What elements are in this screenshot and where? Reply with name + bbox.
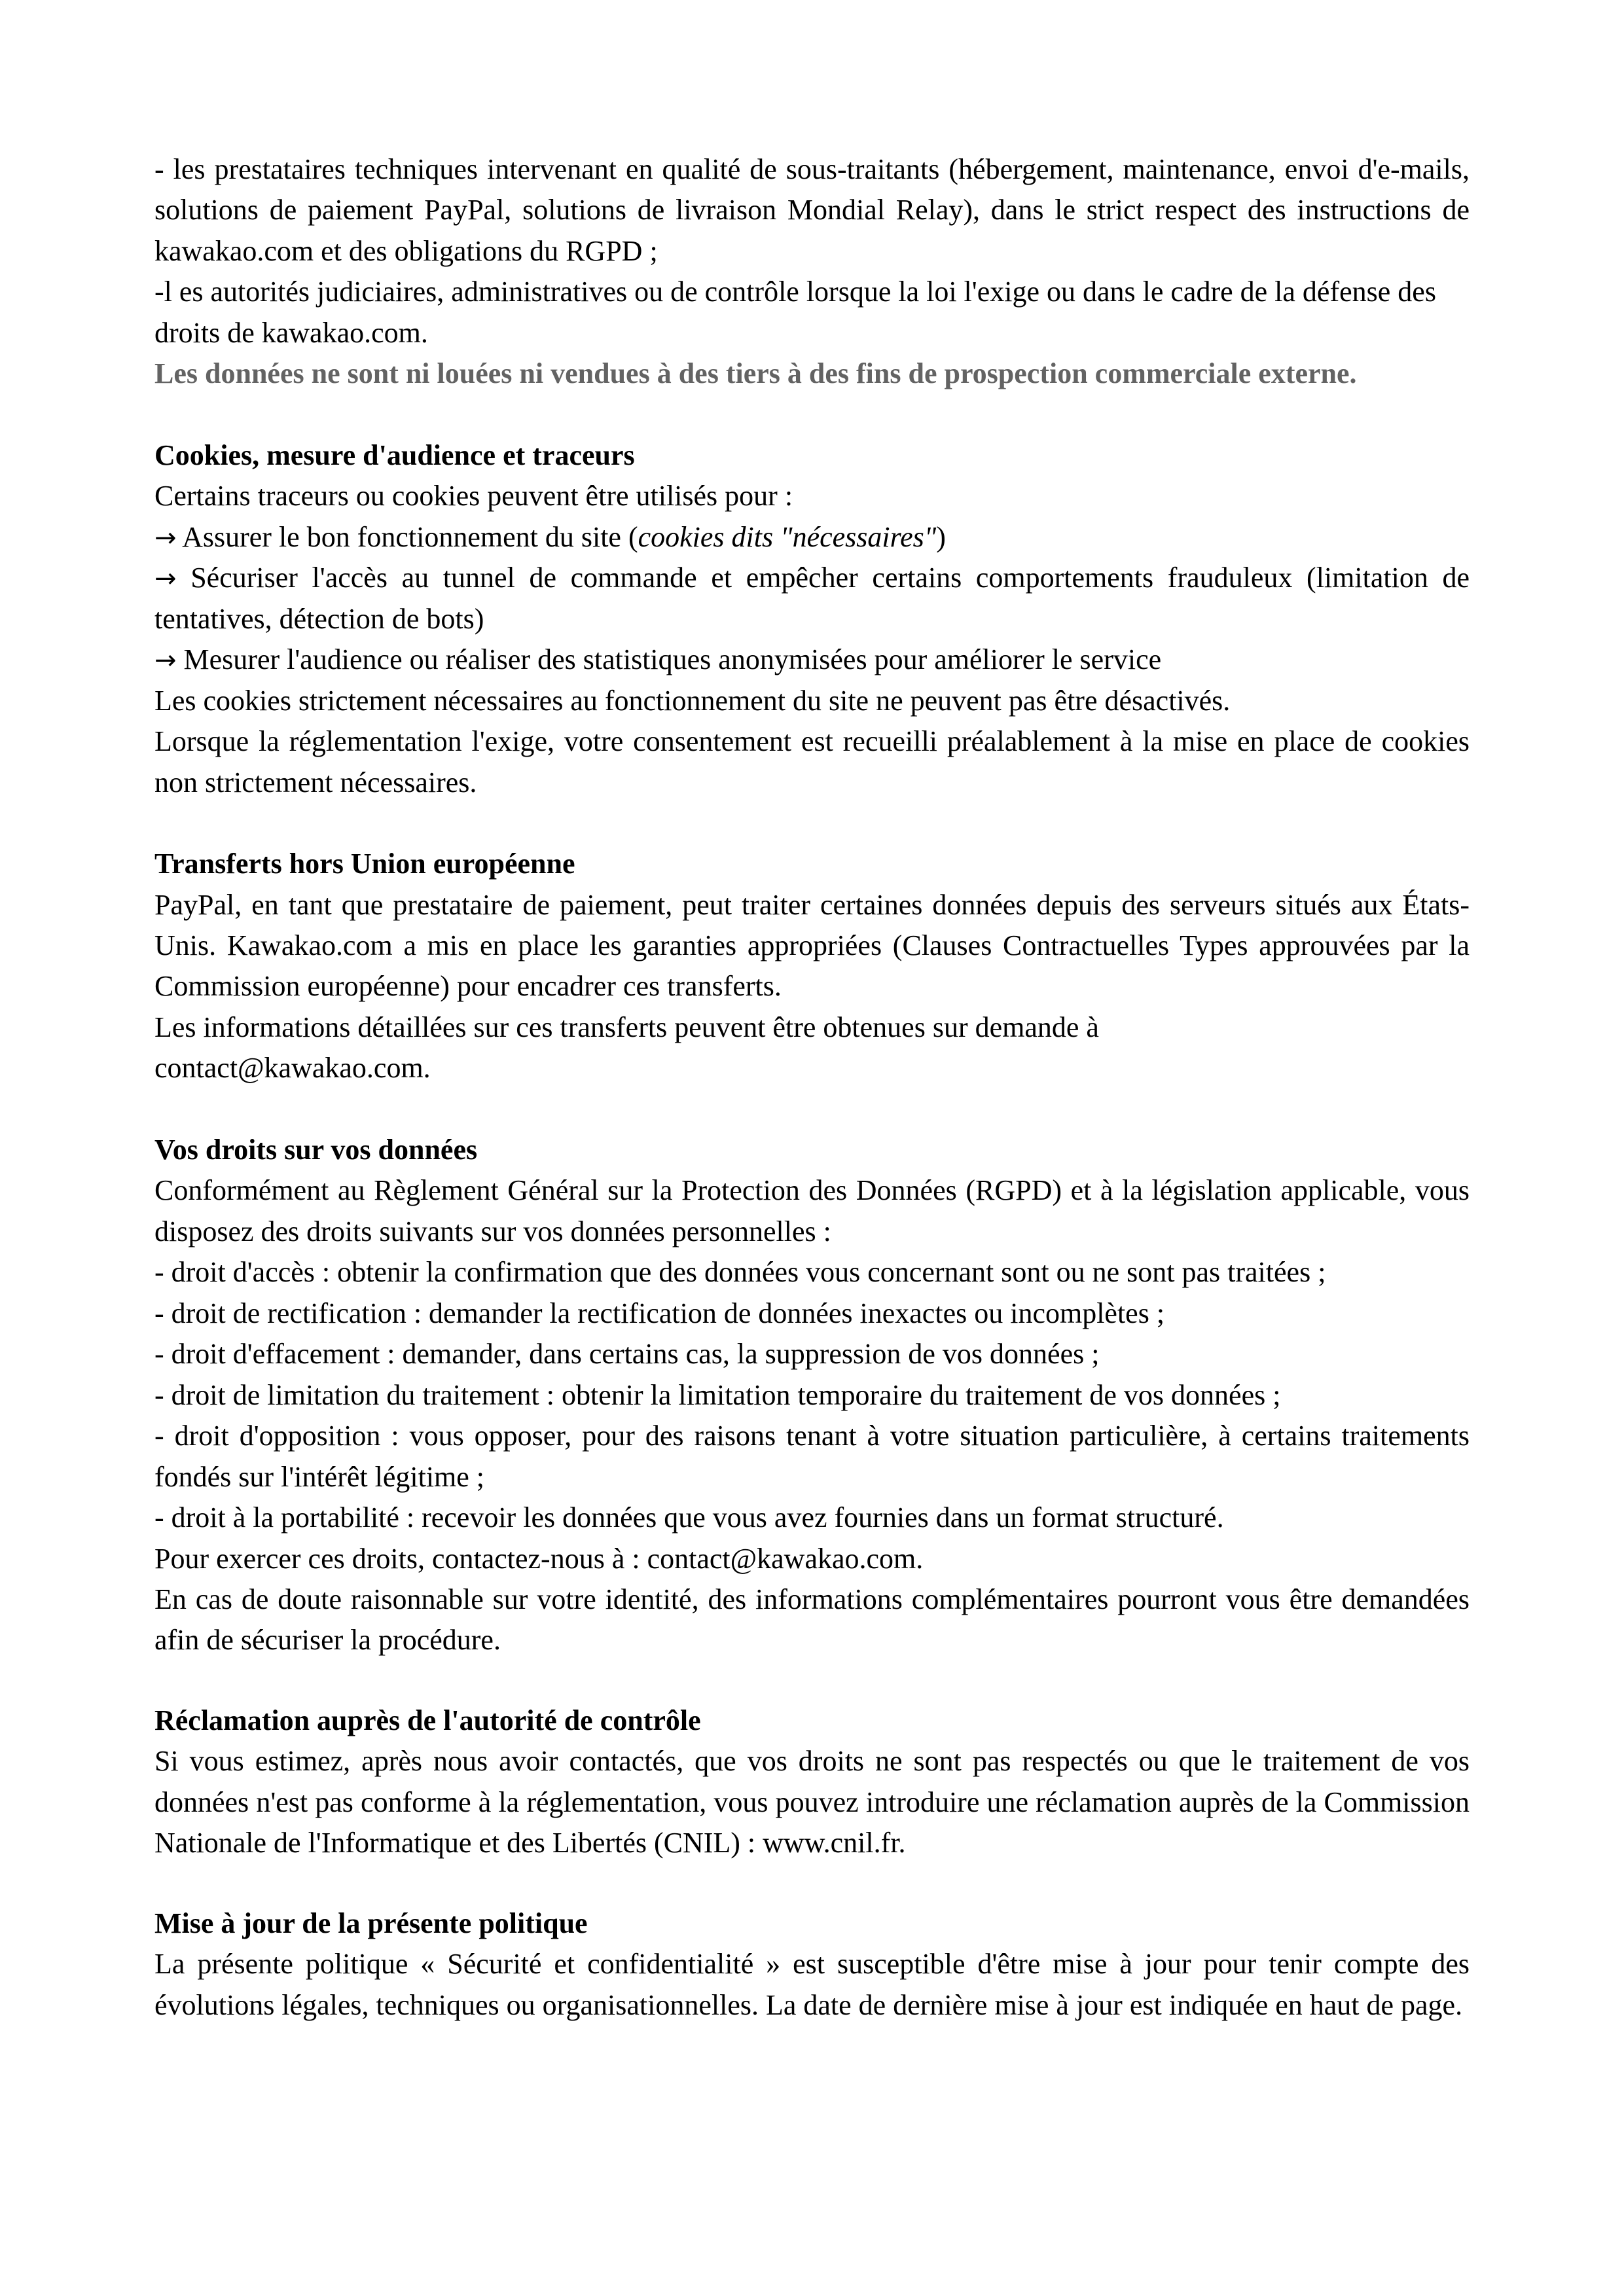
arrow-right-icon: → [154, 564, 177, 594]
rights-item-restriction: - droit de limitation du traitement : obtenir la limitation temporaire du traitement de vos données ; [154, 1378, 1281, 1411]
cookies-list-item-2 [154, 558, 1470, 639]
rights-item-objection: - droit d'opposition : vous opposer, pour des raisons tenant à votre situation particulière, à certains traitements fondés sur l'intérêt légitime ; [154, 1420, 1470, 1493]
paragraph-cookies-intro: Certains traceurs ou cookies peuvent être utilisés pour : [154, 480, 793, 512]
paragraph-cookies-consent: Lorsque la réglementation l'exige, votre consentement est recueilli préalablement à la mise en place de cookies non strictement nécessaires. [154, 725, 1470, 798]
cookies-list-item-3 [154, 639, 1470, 680]
section-spacer [154, 803, 1470, 844]
section-spacer [154, 1864, 1470, 1903]
paragraph-cookies-necessary: Les cookies strictement nécessaires au fonctionnement du site ne peuvent pas être désactivés. [154, 684, 1231, 717]
paragraph-rights-intro: Conformément au Règlement Général sur la Protection des Données (RGPD) et à la législation applicable, vous disposez des droits suivants sur vos données personnelles : [154, 1174, 1470, 1247]
rights-contact-line: Pour exercer ces droits, contactez-nous à : contact@kawakao.com. [154, 1542, 924, 1575]
rights-item-portability: - droit à la portabilité : recevoir les données que vous avez fournies dans un format structuré. [154, 1501, 1224, 1534]
cookies-item-2-text: Sécuriser l'accès au tunnel de commande et empêcher certains comportements frauduleux (limitation de tentatives, détection de bots) [154, 562, 1470, 635]
heading-rights: Vos droits sur vos données [154, 1133, 478, 1166]
rights-item-access: - droit d'accès : obtenir la confirmation que des données vous concernant sont ou ne sont pas traitées ; [154, 1256, 1326, 1289]
cookies-item-1-suffix: ) [936, 520, 946, 553]
section-spacer [154, 395, 1470, 435]
transfers-contact-email: contact@kawakao.com. [154, 1052, 431, 1085]
cookies-item-1-italic: cookies dits "nécessaires" [638, 520, 937, 553]
paragraph-transfers: PayPal, en tant que prestataire de paiement, peut traiter certaines données depuis des serveurs situés aux États-Unis. Kawakao.com a mis en place les garanties appropriées (Clauses Contractuelles Types approuvées par la Commission européenne) pour encadrer ces transferts. [154, 888, 1470, 1003]
rights-item-erasure: - droit d'effacement : demander, dans certains cas, la suppression de vos données ; [154, 1338, 1100, 1371]
heading-update: Mise à jour de la présente politique [154, 1907, 588, 1939]
heading-cookies: Cookies, mesure d'audience et traceurs [154, 439, 635, 471]
document-content [154, 149, 1470, 2026]
cookies-item-3-text: Mesurer l'audience ou réaliser des statistiques anonymisées pour améliorer le service [183, 643, 1162, 676]
arrow-right-icon: → [154, 645, 177, 676]
section-spacer [154, 1661, 1470, 1700]
arrow-right-icon: → [154, 522, 177, 553]
paragraph-complaint: Si vous estimez, après nous avoir contactés, que vos droits ne sont pas respectés ou que le traitement de vos données n'est pas conforme à la réglementation, vous pouvez introduire une réclamation auprès de la Commission Nationale de l'Informatique et des Libertés (CNIL) : www.cnil.fr. [154, 1745, 1470, 1859]
heading-complaint: Réclamation auprès de l'autorité de contrôle [154, 1704, 701, 1736]
section-spacer [154, 1089, 1470, 1130]
rights-identity-line: En cas de doute raisonnable sur votre identité, des informations complémentaires pourront vous être demandées afin de sécuriser la procédure. [154, 1583, 1470, 1657]
paragraph-update: La présente politique « Sécurité et confidentialité » est susceptible d'être mise à jour pour tenir compte des évolutions légales, techniques ou organisationnelles. La date de dernière mise à jour est indiquée en haut de page. [154, 1948, 1470, 2021]
heading-transfers: Transferts hors Union européenne [154, 848, 575, 880]
notice-no-data-sale: Les données ne sont ni louées ni vendues à des tiers à des fins de prospection commerciale externe. [154, 357, 1357, 390]
paragraph-authorities: -l es autorités judiciaires, administratives ou de contrôle lorsque la loi l'exige ou dans le cadre de la défense des droits de kawakao.com. [154, 276, 1436, 349]
rights-item-rectification: - droit de rectification : demander la rectification de données inexactes ou incomplètes ; [154, 1297, 1165, 1329]
paragraph-subcontractors: - les prestataires techniques intervenant en qualité de sous-traitants (hébergement, maintenance, envoi d'e-mails, solutions de paiement PayPal, solutions de livraison Mondial Relay), dans le strict respect des instructions de kawakao.com et des obligations du RGPD ; [154, 153, 1470, 267]
cookies-list-item-1 [154, 517, 1470, 558]
cookies-item-1-text: Assurer le bon fonctionnement du site ( [182, 520, 638, 553]
paragraph-transfers-details: Les informations détaillées sur ces transferts peuvent être obtenues sur demande à [154, 1011, 1099, 1043]
